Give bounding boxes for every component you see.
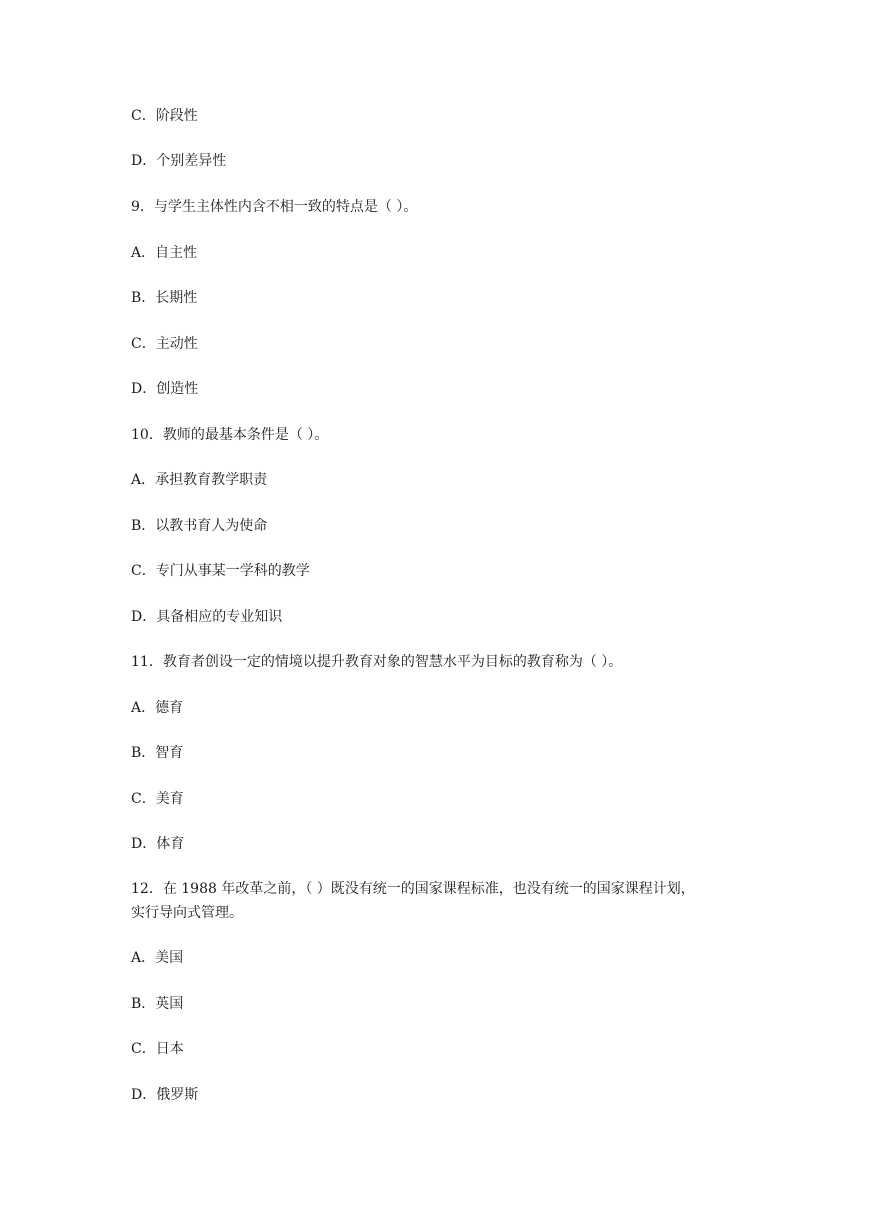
option-a-q9: A．自主性 (131, 245, 198, 261)
option-a-q12: A．美国 (131, 950, 184, 966)
option-c-q12: C．日本 (131, 1041, 184, 1057)
question-12: 12．在 1988 年改革之前，（ ）既没有统一的国家课程标准，也没有统一的国家课程计划， (131, 881, 695, 897)
question-9: 9．与学生主体性内含不相一致的特点是（ ）。 (131, 199, 418, 215)
option-c-q11: C．美育 (131, 791, 184, 807)
option-d-q10: D．具备相应的专业知识 (131, 609, 283, 625)
option-a-q11: A．德育 (131, 700, 184, 716)
question-10: 10．教师的最基本条件是（ ）。 (131, 427, 329, 443)
option-d-q11: D．体育 (131, 836, 185, 852)
option-b-q9: B．长期性 (131, 290, 198, 306)
option-d-q9: D．创造性 (131, 381, 199, 397)
question-12-continued: 实行导向式管理。 (131, 905, 243, 921)
option-b-q10: B．以教书育人为使命 (131, 518, 268, 534)
option-d-q12: D．俄罗斯 (131, 1087, 199, 1103)
question-11: 11．教育者创设一定的情境以提升教育对象的智慧水平为目标的教育称为（ ）。 (131, 654, 623, 670)
option-d-q8: D．个别差异性 (131, 153, 227, 169)
option-c-q9: C．主动性 (131, 336, 198, 352)
option-c-q10: C．专门从事某一学科的教学 (131, 563, 310, 579)
option-b-q11: B．智育 (131, 745, 184, 761)
option-c-q8: C．阶段性 (131, 108, 198, 124)
option-a-q10: A．承担教育教学职责 (131, 472, 268, 488)
option-b-q12: B．英国 (131, 996, 184, 1012)
